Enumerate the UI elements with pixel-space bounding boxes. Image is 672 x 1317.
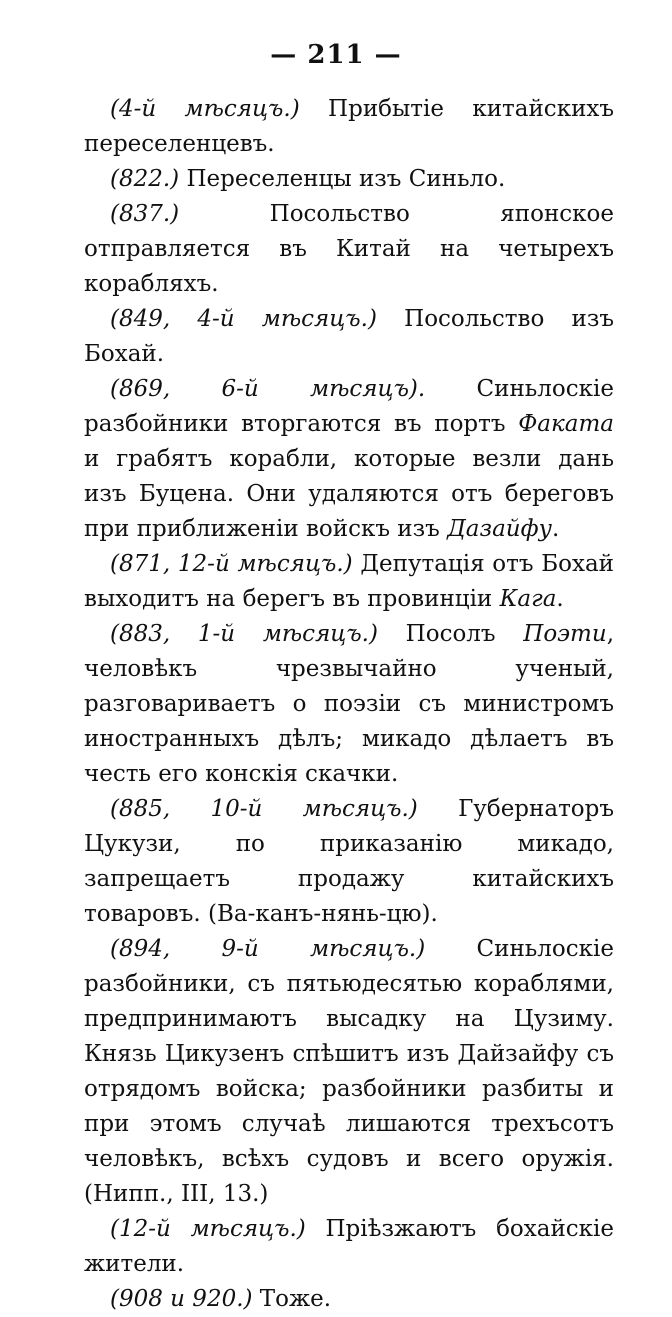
entry-text: , человѣкъ чрезвычайно ученый, разговариваетъ о поэзіи съ министромъ иностранныхъ дѣлъ; микадо дѣлаетъ въ честь его конскія скачки. [84,621,614,787]
entry-text: Депутація отъ Бохай выходитъ на берегъ въ провинціи [84,551,614,612]
entry-date: (837.) [110,201,180,227]
entry [84,617,614,792]
place-name: Кага [499,586,557,612]
entry-text: Тоже. [252,1286,332,1312]
entry-text: Синьлоскіе разбойники вторгаются въ портъ [84,376,614,437]
entry [84,1282,614,1317]
page-content [84,92,614,1317]
entry-text: Посольство японское отправляется въ Китай на четырехъ корабляхъ. [84,201,614,297]
person-name: Поэти [523,621,607,647]
entry-date: (12-й мѣсяцъ.) [110,1216,306,1242]
entry-text: Переселенцы изъ Синьло. [179,166,506,192]
entry [84,92,614,162]
entry [84,1212,614,1282]
entry-date: (4-й мѣсяцъ.) [110,96,300,122]
entry-date: (885, 10-й мѣсяцъ.) [110,796,418,822]
entry-date: (871, 12-й мѣсяцъ.) [110,551,353,577]
entry-date: (869, 6-й мѣсяцъ). [110,376,426,402]
place-name: Факата [518,411,614,437]
entry-text: Прибытіе китайскихъ переселенцевъ. [84,96,614,157]
entry-text: Пріѣзжаютъ бохайскіе жители. [84,1216,614,1277]
entry [84,162,614,197]
place-name: Дазайфу [447,516,552,542]
entry-text: . [556,586,564,612]
entry-text: Синьлоскіе разбойники, съ пятьюдесятью кораблями, предпринимаютъ высадку на Цузиму. Князь Цикузенъ спѣшитъ изъ Дайзайфу съ отрядомъ войска; разбойники разбиты и при этомъ случаѣ лишаются трехъсотъ человѣкъ, всѣхъ судовъ и всего оружія. (Нипп., III, 13.) [84,936,614,1207]
entry [84,302,614,372]
entry [84,197,614,302]
entry-text: Посольство изъ Бохай. [84,306,614,367]
entry-date: (908 и 920.) [110,1286,253,1312]
page-number: — 211 — [270,40,402,70]
entry [84,792,614,932]
entry-date: (849, 4-й мѣсяцъ.) [110,306,377,332]
entry [84,547,614,617]
entry-date: (822.) [110,166,180,192]
entry-text: и грабятъ корабли, которые везли дань изъ Буцена. Они удаляются отъ береговъ при приближеніи войскъ изъ [84,446,614,542]
entry [84,932,614,1212]
entry-date: (894, 9-й мѣсяцъ.) [110,936,426,962]
entry-date: (883, 1-й мѣсяцъ.) [110,621,378,647]
entry [84,372,614,547]
entry-text: Губернаторъ Цукузи, по приказанію микадо, запрещаетъ продажу китайскихъ товаровъ. (Ва-канъ-нянь-цю). [84,796,614,927]
entry-text: Посолъ [377,621,524,647]
entry-text: . [551,516,560,542]
